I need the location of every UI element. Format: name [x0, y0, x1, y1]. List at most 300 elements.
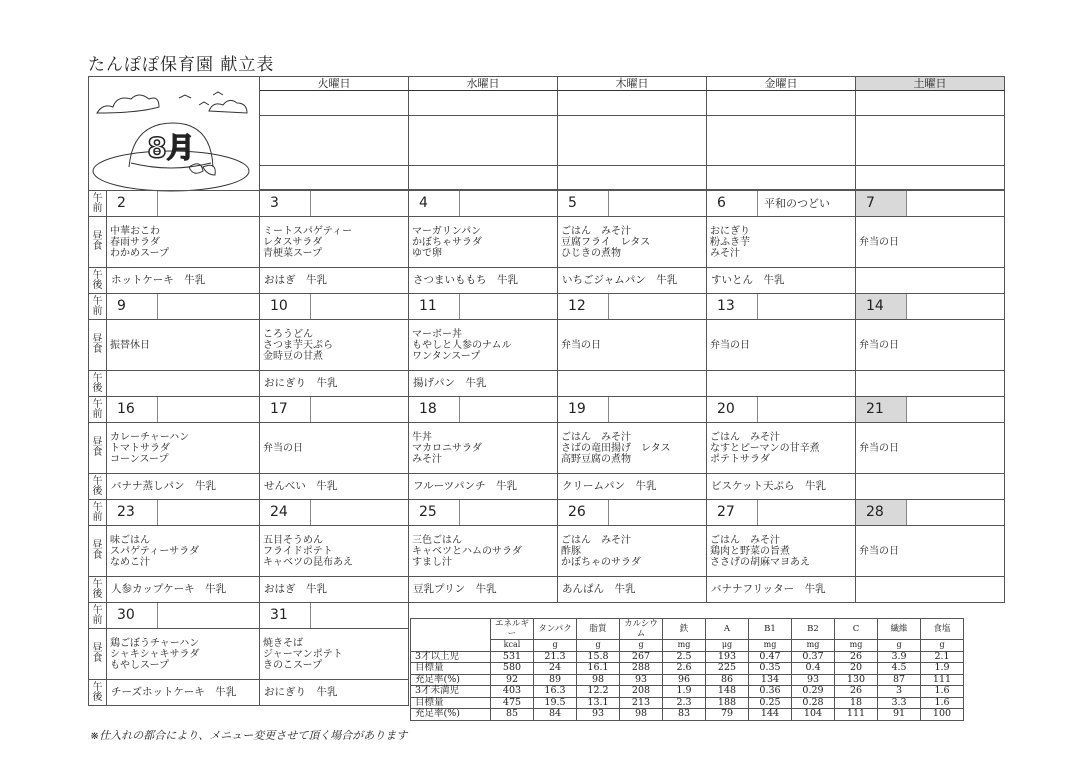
nutrition-col-unit: kcal [491, 640, 534, 652]
row-label-char: 前 [92, 614, 103, 626]
lunch-item: わかめスープ [110, 247, 169, 259]
lunch-item: コーンスープ [110, 453, 169, 465]
row-label-char: 午 [92, 475, 103, 487]
row-label [89, 680, 107, 706]
nutrition-value: 93 [792, 674, 835, 686]
snack-cell [856, 474, 1005, 500]
row-label [89, 629, 107, 680]
nutrition-col-name: B1 [749, 619, 792, 640]
row-label [89, 268, 107, 294]
lunch-item: 高野豆腐の煮物 [561, 453, 631, 465]
nutrition-value: 0.35 [749, 663, 792, 675]
nutrition-value: 12.2 [577, 686, 620, 698]
snack-cell [107, 474, 260, 500]
lunch-item: ころうどん [263, 328, 313, 340]
day-number-box [856, 397, 1004, 422]
day-number-box [107, 294, 259, 319]
lunch-item: キャベツとハムのサラダ [412, 545, 522, 557]
row-label-char: 午 [92, 501, 103, 513]
nutrition-value: 2.1 [921, 651, 964, 663]
lunch-item: ささげの胡麻マヨあえ [710, 556, 810, 568]
snack-cell [409, 371, 558, 397]
row-label [89, 397, 107, 423]
lunch-cell [856, 320, 1005, 371]
snack-cell [260, 268, 409, 294]
day-number-box [856, 294, 1004, 319]
nutrition-value: 531 [491, 651, 534, 663]
day-number-box [707, 397, 855, 422]
day-cell [856, 397, 1005, 423]
nutrition-value: 21.3 [534, 651, 577, 663]
snack-menu: いちごジャムパン 牛乳 [562, 274, 678, 286]
lunch-menu [707, 533, 855, 570]
nutrition-col-name: A [706, 619, 749, 640]
nutrition-value: 225 [706, 663, 749, 675]
day-number-box [260, 603, 408, 628]
lunch-menu [856, 441, 1004, 456]
nutrition-col-unit: mg [663, 640, 706, 652]
day-cell [260, 603, 409, 629]
day-number: 17 [260, 397, 311, 422]
nutrition-value: 111 [835, 709, 878, 721]
header-sat: 土曜日 [856, 77, 1005, 91]
nutrition-value: 1.9 [663, 686, 706, 698]
day-number-box [409, 294, 557, 319]
snack-menu: あんぱん 牛乳 [562, 583, 636, 595]
lunch-item: 三色ごはん [412, 534, 462, 546]
lunch-menu [260, 636, 408, 673]
snack-menu: さつまいももち 牛乳 [413, 274, 518, 286]
header-thu: 木曜日 [558, 77, 707, 91]
lunch-menu [260, 224, 408, 261]
lunch-menu [107, 430, 259, 467]
nutrition-col-name: タンパク [534, 619, 577, 640]
lunch-cell [856, 526, 1005, 577]
nutrition-col-unit: mg [749, 640, 792, 652]
day-cell [260, 500, 409, 526]
day-number: 26 [558, 500, 609, 525]
nutrition-value: 92 [491, 674, 534, 686]
day-number: 19 [558, 397, 609, 422]
snack-menu: おにぎり 牛乳 [264, 377, 338, 389]
lunch-cell [409, 526, 558, 577]
day-number: 2 [107, 191, 158, 216]
snack-menu: バナナ蒸しパン 牛乳 [111, 480, 216, 492]
nutrition-value: 86 [706, 674, 749, 686]
nutrition-row-label: 目標量 [411, 663, 491, 675]
nutrition-col-name: C [835, 619, 878, 640]
lunch-item: かぼちゃサラダ [412, 236, 482, 248]
snack-menu: おにぎり 牛乳 [264, 686, 338, 698]
nutrition-value: 91 [878, 709, 921, 721]
lunch-item: ジャーマンポテト [263, 648, 343, 660]
snack-cell [707, 268, 856, 294]
day-cell [856, 191, 1005, 217]
snack-cell [107, 577, 260, 603]
lunch-menu [107, 636, 259, 673]
nutrition-value: 19.5 [534, 697, 577, 709]
day-number-box [558, 294, 706, 319]
snack-cell [558, 577, 707, 603]
day-number-box [558, 191, 706, 216]
lunch-item: カレーチャーハン [110, 431, 190, 443]
nutrition-row-label: 3才以上児 [411, 651, 491, 663]
lunch-item: なめこ汁 [110, 556, 150, 568]
snack-cell [107, 268, 260, 294]
lunch-cell [558, 423, 707, 474]
snack-menu: おはぎ 牛乳 [264, 583, 327, 595]
day-cell [707, 294, 856, 320]
day-cell [409, 500, 558, 526]
lunch-cell [260, 526, 409, 577]
lunch-item: 弁当の日 [859, 339, 899, 351]
header-fri: 金曜日 [707, 77, 856, 91]
lunch-item: ごはん みそ汁 [710, 534, 780, 546]
day-number: 28 [856, 500, 907, 525]
nutrition-value: 0.29 [792, 686, 835, 698]
lunch-cell [260, 320, 409, 371]
lunch-menu [107, 533, 259, 570]
lunch-menu [260, 533, 408, 570]
lunch-menu [558, 430, 706, 467]
row-label-char: 食 [92, 241, 103, 252]
nutrition-value: 403 [491, 686, 534, 698]
row-label-char: 午 [92, 398, 103, 410]
lunch-menu [707, 338, 855, 353]
day-number: 16 [107, 397, 158, 422]
nutrition-value: 3 [878, 686, 921, 698]
day-number: 13 [707, 294, 758, 319]
day-number-box [107, 191, 259, 216]
lunch-menu [558, 338, 706, 353]
day-number-box [409, 500, 557, 525]
day-number: 20 [707, 397, 758, 422]
nutrition-value: 0.4 [792, 663, 835, 675]
day-cell [107, 397, 260, 423]
snack-cell [558, 268, 707, 294]
nutrition-row [411, 686, 964, 698]
row-label-char: 午 [92, 578, 103, 590]
snack-menu: クリームパン 牛乳 [562, 480, 657, 492]
lunch-menu [107, 224, 259, 261]
day-cell [260, 294, 409, 320]
day-cell [260, 191, 409, 217]
row-label [89, 320, 107, 371]
day-number: 25 [409, 500, 460, 525]
lunch-item: スパゲティーサラダ [110, 545, 200, 557]
row-label-char: 食 [92, 447, 103, 458]
day-number-box [107, 397, 259, 422]
nutrition-value: 98 [620, 709, 663, 721]
lunch-item: さばの竜田揚げ レタス [561, 442, 671, 454]
day-cell [856, 500, 1005, 526]
lunch-cell [107, 423, 260, 474]
nutrition-value: 26 [835, 651, 878, 663]
row-label-char: 午 [92, 295, 103, 307]
lunch-item: ごはん みそ汁 [561, 431, 631, 443]
day-number-box [107, 500, 259, 525]
day-number-box [409, 191, 557, 216]
lunch-item: 牛丼 [412, 431, 432, 443]
row-label-char: 午 [92, 681, 103, 693]
lunch-item: かぼちゃのサラダ [561, 556, 641, 568]
nutrition-value: 0.36 [749, 686, 792, 698]
row-label-char: 昼 [92, 540, 103, 551]
lunch-cell [409, 423, 558, 474]
lunch-item: マーガリンパン [412, 225, 482, 237]
lunch-item: 弁当の日 [561, 339, 601, 351]
lunch-item: 弁当の日 [263, 442, 303, 454]
snack-menu: 揚げパン 牛乳 [413, 377, 487, 389]
lunch-cell [558, 526, 707, 577]
snack-cell [856, 371, 1005, 397]
day-number: 3 [260, 191, 311, 216]
nutrition-col-unit: mg [835, 640, 878, 652]
lunch-menu [409, 533, 557, 570]
row-label [89, 371, 107, 397]
nutrition-value: 130 [835, 674, 878, 686]
lunch-cell [558, 320, 707, 371]
row-label [89, 526, 107, 577]
nutrition-value: 15.8 [577, 651, 620, 663]
lunch-item: 春雨サラダ [110, 236, 160, 248]
lunch-cell [260, 217, 409, 268]
row-label-char: 前 [92, 305, 103, 317]
nutrition-value: 96 [663, 674, 706, 686]
nutrition-row-label: 3才未満児 [411, 686, 491, 698]
day-number-box [260, 294, 408, 319]
snack-cell [707, 371, 856, 397]
lunch-item: みそ汁 [710, 247, 740, 259]
lunch-cell [107, 526, 260, 577]
lunch-menu [707, 430, 855, 467]
nutrition-value: 98 [577, 674, 620, 686]
row-label [89, 577, 107, 603]
day-number: 27 [707, 500, 758, 525]
day-cell [707, 500, 856, 526]
nutrition-col-unit: g [620, 640, 663, 652]
row-label-char: 後 [92, 691, 103, 703]
lunch-cell [409, 217, 558, 268]
nutrition-value: 83 [663, 709, 706, 721]
nutrition-col-unit: mg [792, 640, 835, 652]
day-number: 4 [409, 191, 460, 216]
lunch-menu [409, 430, 557, 467]
row-label-char: 前 [92, 511, 103, 523]
row-label [89, 294, 107, 320]
lunch-menu [856, 544, 1004, 559]
nutrition-row [411, 674, 964, 686]
nutrition-value: 26 [835, 686, 878, 698]
snack-menu: バナナフリッター 牛乳 [711, 583, 826, 595]
nutrition-value: 111 [921, 674, 964, 686]
day-number: 5 [558, 191, 609, 216]
row-label-char: 後 [92, 485, 103, 497]
snack-menu: 人参カップケーキ 牛乳 [111, 583, 227, 595]
nutrition-col-name: 鉄 [663, 619, 706, 640]
day-cell [707, 397, 856, 423]
day-number: 7 [856, 191, 907, 216]
nutrition-value: 3.9 [878, 651, 921, 663]
nutrition-value: 3.3 [878, 697, 921, 709]
row-label-char: 食 [92, 653, 103, 664]
lunch-item: ごはん みそ汁 [561, 534, 631, 546]
nutrition-col-unit: g [534, 640, 577, 652]
day-number-box [260, 397, 408, 422]
row-label-char: 食 [92, 550, 103, 561]
nutrition-value: 213 [620, 697, 663, 709]
snack-cell [107, 371, 260, 397]
lunch-item: マーボー丼 [412, 328, 462, 340]
day-number-box [558, 397, 706, 422]
day-cell [107, 191, 260, 217]
snack-menu: ビスケット天ぷら 牛乳 [711, 480, 826, 492]
day-number: 12 [558, 294, 609, 319]
lunch-item: マカロニサラダ [412, 442, 482, 454]
nutrition-col-name: B2 [792, 619, 835, 640]
lunch-item: さつま芋天ぷら [263, 339, 333, 351]
nutrition-value: 79 [706, 709, 749, 721]
lunch-cell [107, 217, 260, 268]
lunch-item: ごはん みそ汁 [561, 225, 631, 237]
nutrition-value: 0.28 [792, 697, 835, 709]
lunch-item: 弁当の日 [710, 339, 750, 351]
nutrition-value: 93 [577, 709, 620, 721]
lunch-item: 振替休日 [110, 339, 150, 351]
lunch-item: すまし汁 [412, 556, 452, 568]
day-number-box [707, 294, 855, 319]
row-label-char: 後 [92, 588, 103, 600]
row-label [89, 500, 107, 526]
lunch-cell [856, 217, 1005, 268]
snack-cell [558, 371, 707, 397]
row-label-char: 午 [92, 192, 103, 204]
lunch-item: もやしと人参のナムル [412, 339, 512, 351]
day-number-box [856, 191, 1004, 216]
day-cell [558, 294, 707, 320]
day-cell [558, 500, 707, 526]
day-number-box [558, 500, 706, 525]
nutrition-table [410, 618, 964, 721]
nutrition-value: 87 [878, 674, 921, 686]
nutrition-value: 84 [534, 709, 577, 721]
snack-menu: せんべい 牛乳 [264, 480, 338, 492]
day-number: 23 [107, 500, 158, 525]
nutrition-col-name: 食塩 [921, 619, 964, 640]
lunch-item: 中華おこわ [110, 225, 160, 237]
day-number-box [260, 500, 408, 525]
nutrition-col-name: 繊維 [878, 619, 921, 640]
nutrition-value: 193 [706, 651, 749, 663]
snack-cell [107, 680, 260, 706]
day-number-box [707, 191, 855, 216]
lunch-item: もやしスープ [110, 659, 169, 671]
nutrition-value: 1.9 [921, 663, 964, 675]
nutrition-col-unit: g [577, 640, 620, 652]
lunch-item: 鶏ごぼうチャーハン [110, 637, 200, 649]
day-cell [409, 294, 558, 320]
day-number: 31 [260, 603, 311, 628]
lunch-item: 青梗菜スープ [263, 247, 322, 259]
lunch-item: 焼きそば [263, 637, 303, 649]
row-label-char: 後 [92, 279, 103, 291]
nutrition-row-label: 目標量 [411, 697, 491, 709]
lunch-item: 弁当の日 [859, 442, 899, 454]
row-label-char: 昼 [92, 643, 103, 654]
nutrition-value: 16.3 [534, 686, 577, 698]
nutrition-value: 89 [534, 674, 577, 686]
nutrition-value: 1.6 [921, 686, 964, 698]
nutrition-value: 2.3 [663, 697, 706, 709]
lunch-menu [558, 224, 706, 261]
day-number-box [856, 500, 1004, 525]
lunch-item: ごはん みそ汁 [710, 431, 780, 443]
lunch-cell [558, 217, 707, 268]
row-label-char: 前 [92, 408, 103, 420]
lunch-menu [409, 327, 557, 364]
nutrition-value: 93 [620, 674, 663, 686]
row-label-char: 昼 [92, 231, 103, 242]
day-number: 21 [856, 397, 907, 422]
header-tue: 火曜日 [260, 77, 409, 91]
lunch-item: 弁当の日 [859, 236, 899, 248]
lunch-item: みそ汁 [412, 453, 442, 465]
snack-menu: フルーツパンチ 牛乳 [413, 480, 517, 492]
nutrition-value: 16.1 [577, 663, 620, 675]
day-cell [409, 397, 558, 423]
nutrition-row [411, 697, 964, 709]
nutrition-value: 134 [749, 674, 792, 686]
day-number-box [707, 500, 855, 525]
snack-cell [260, 680, 409, 706]
lunch-cell [707, 423, 856, 474]
nutrition-value: 208 [620, 686, 663, 698]
day-number: 9 [107, 294, 158, 319]
row-label [89, 603, 107, 629]
lunch-item: 弁当の日 [859, 545, 899, 557]
lunch-menu [260, 441, 408, 456]
day-number-box [409, 397, 557, 422]
day-number: 18 [409, 397, 460, 422]
snack-cell [260, 371, 409, 397]
day-number: 10 [260, 294, 311, 319]
day-number-box [260, 191, 408, 216]
lunch-menu [856, 235, 1004, 250]
lunch-menu [260, 327, 408, 364]
nutrition-value: 104 [792, 709, 835, 721]
nutrition-value: 267 [620, 651, 663, 663]
day-number: 30 [107, 603, 158, 628]
day-cell [558, 397, 707, 423]
lunch-cell [260, 629, 409, 680]
lunch-item: 金時豆の甘煮 [263, 350, 323, 362]
nutrition-value: 85 [491, 709, 534, 721]
nutrition-row-label: 充足率(%) [411, 674, 491, 686]
lunch-item: おにぎり [710, 225, 750, 237]
nutrition-row [411, 709, 964, 721]
day-number: 11 [409, 294, 460, 319]
lunch-cell [260, 423, 409, 474]
nutrition-row [411, 663, 964, 675]
day-number: 24 [260, 500, 311, 525]
lunch-cell [707, 320, 856, 371]
lunch-menu [409, 224, 557, 261]
page-title: たんぽぽ保育園 献立表 [88, 55, 275, 75]
lunch-cell [107, 629, 260, 680]
nutrition-col-name: 脂質 [577, 619, 620, 640]
lunch-menu [107, 338, 259, 353]
nutrition-value: 18 [835, 697, 878, 709]
